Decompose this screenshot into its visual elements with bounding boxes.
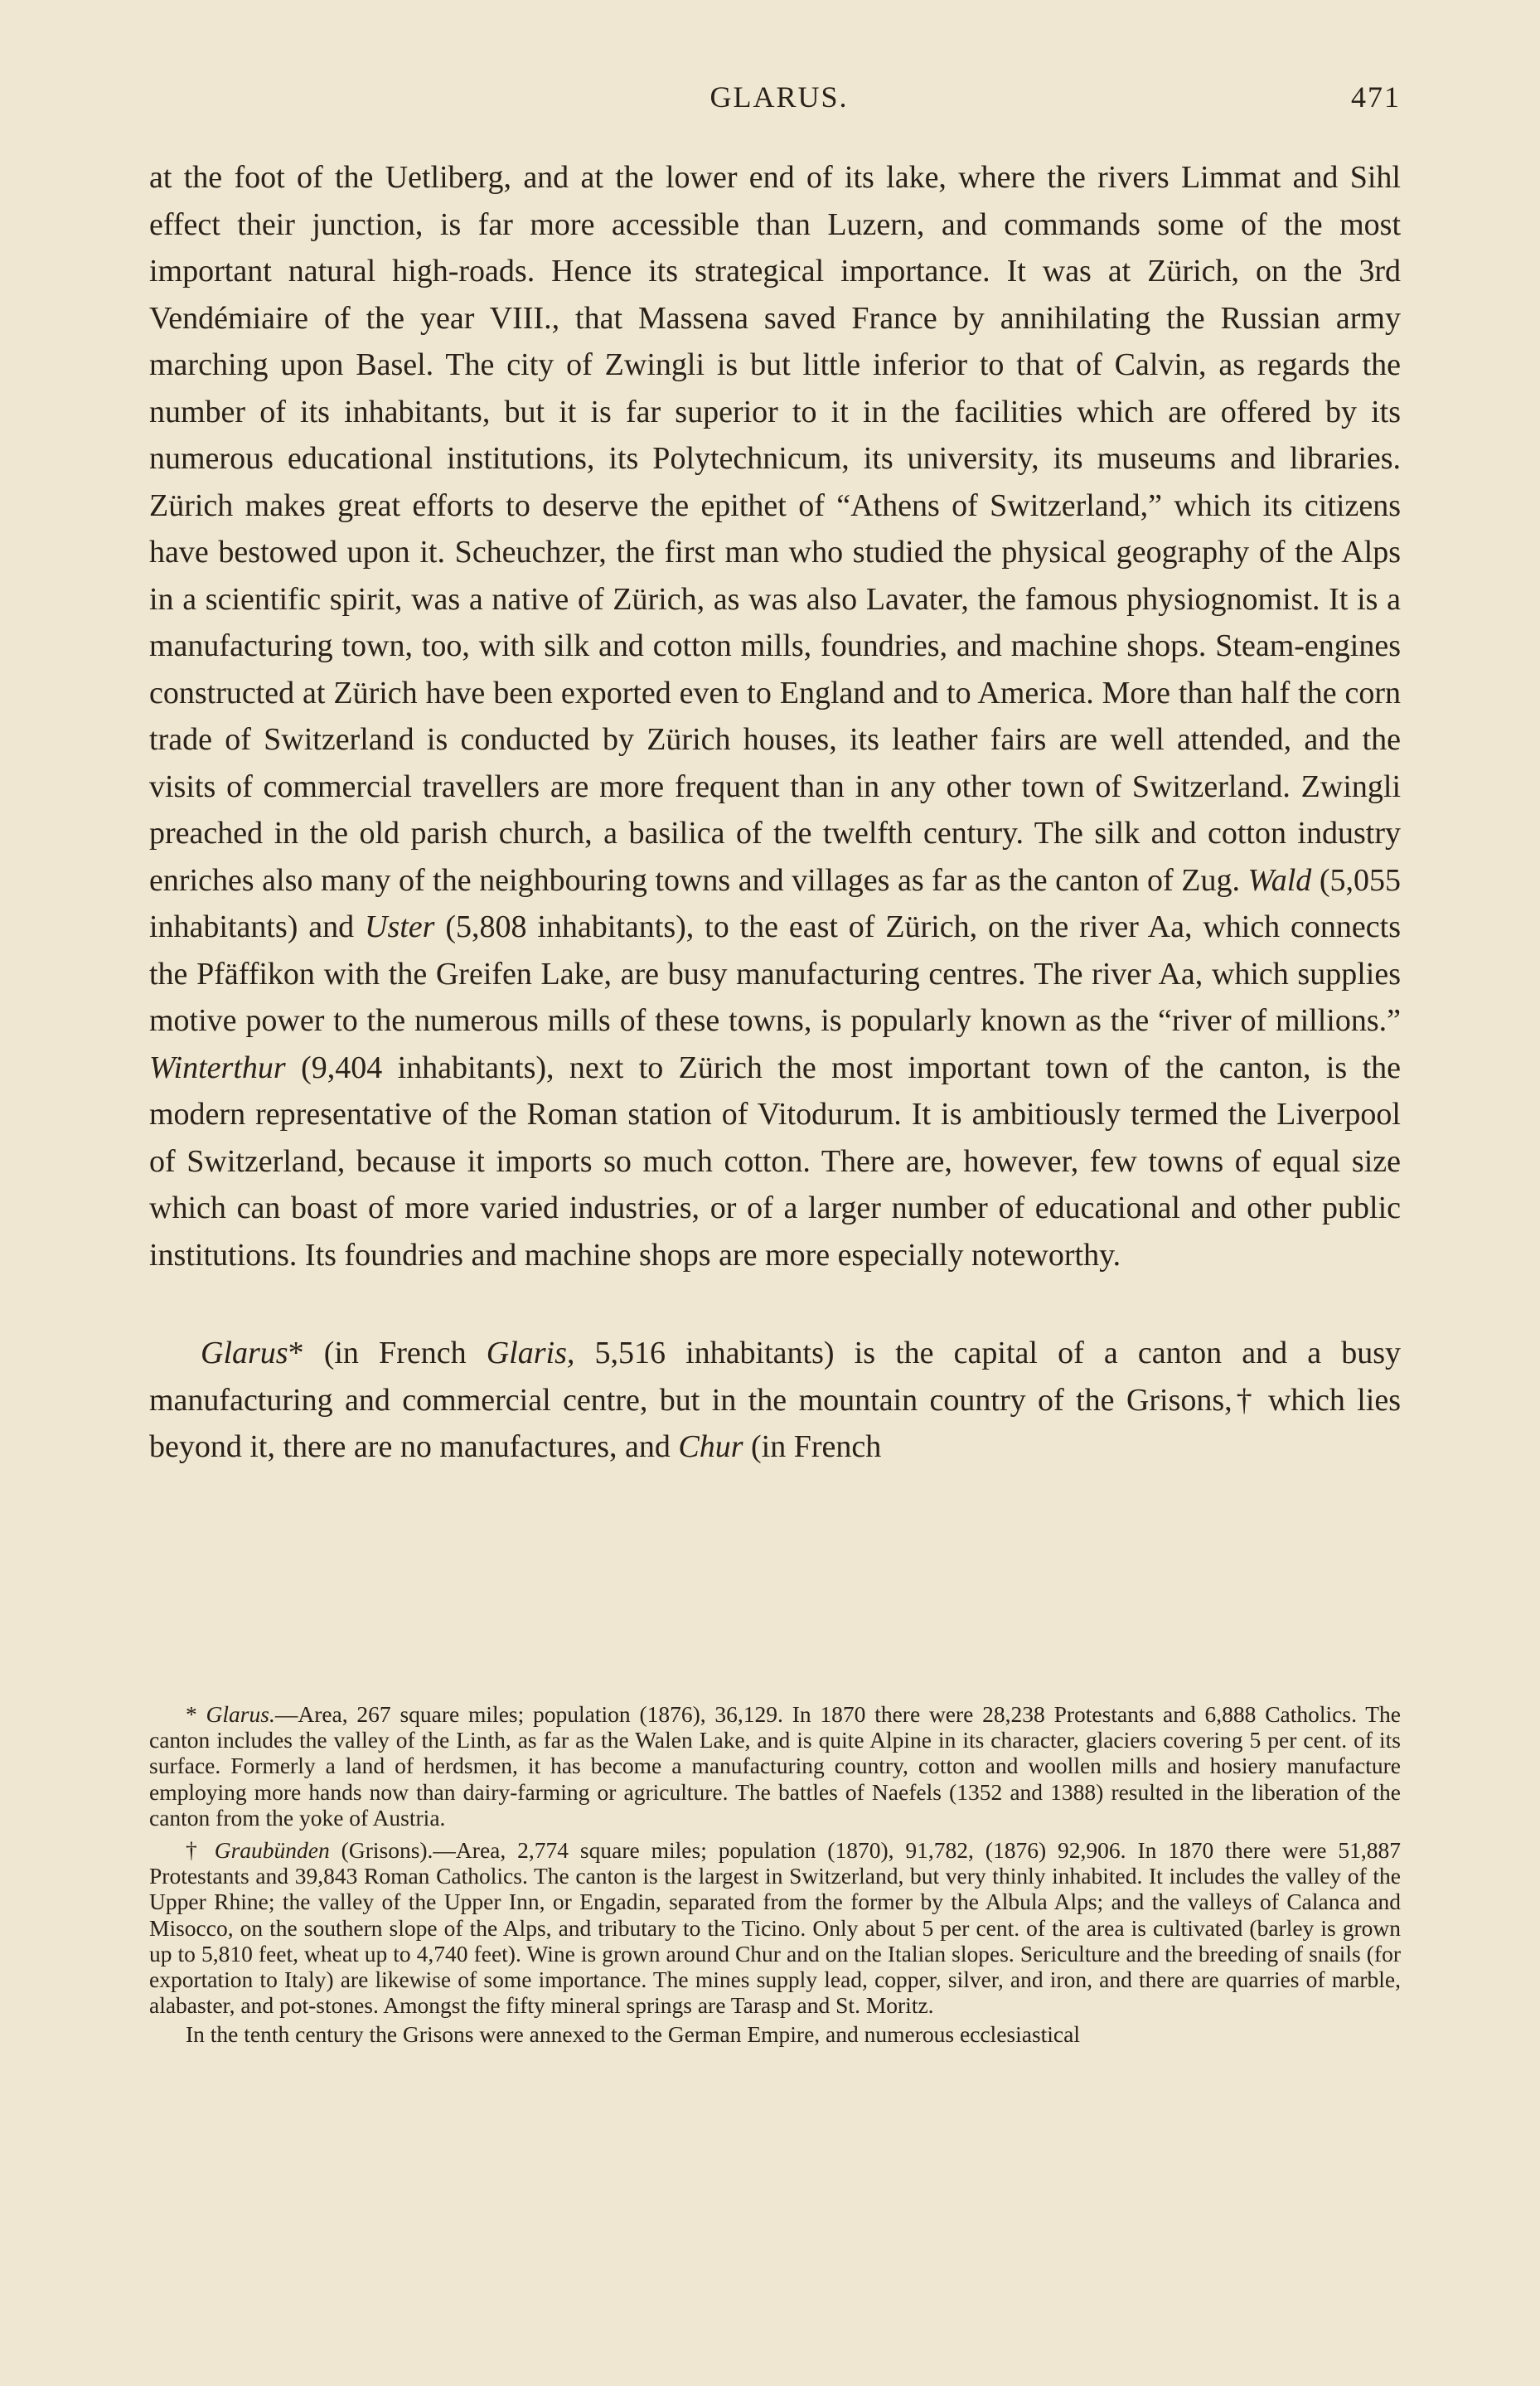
paragraph-text: (5,055 inhabitants) and [149, 862, 1402, 944]
paragraph-text: at the foot of the Uetliberg, and at the lower end of its lake, where the rivers Limmat and Sihl effect their junction, is far more accessible than Luzern, and commands some of the most important natural high-roads. Hence its strategical importance. It was at Zürich, on the 3rd Vendémiaire of the year VIII., that Massena saved France by annihilating the Russian army marching upon Basel. The city of Zwingli is but little inferior to that of Calvin, as regards the number of its inhabitants, but it is far superior to it in the facilities which are offered by its numerous educational institutions, its Polytechnicum, its university, its museums and libraries. Zürich makes great efforts to deserve the epithet of “Athens of Switzerland,” which its citizens have bestowed upon it. Scheuchzer, the first man who studied the physical geography of the Alps in a scientific spirit, was a native of Zürich, as was also Lavater, the famous physiognomist. It is a manufacturing town, too, with silk and cotton mills, foundries, and machine shops. Steam-engines constructed at Zürich have been exported even to England and to America. More than half the corn trade of Switzerland is conducted by Zürich houses, its leather fairs are well attended, and the visits of commercial travellers are more frequent than in any other town of Switzerland. Zwingli preached in the old parish church, a basilica of the twelfth century. The silk and cotton industry enriches also many of the neighbouring towns and villages as far as the canton of Zug. [149, 160, 1401, 898]
footnote-term: Glarus. [206, 1701, 275, 1727]
place-name-uster: Uster [365, 909, 435, 944]
footnote-graubunden [149, 1837, 1401, 2018]
main-text [149, 154, 1401, 1471]
footnote-text: (Grisons).—Area, 2,774 square miles; population (1870), 91,782, (1876) 92,906. In 1870 there were 51,887 Protestants and 39,843 Roman Catholics. The canton is the largest in Switzerland, but very thinly inhabited. It includes the valley of the Upper Rhine; the valley of the Upper Inn, or Engadin, separated from the former by the Albula Alps; and the valleys of Calanca and Misocco, on the southern slope of the Alps, and tributary to the Ticino. Only about 5 per cent. of the area is cultivated (barley is grown up to 5,810 feet, wheat up to 4,740 feet). Wine is grown around Chur and on the Italian slopes. Sericulture and the breeding of snails (for exportation to Italy) are likewise of some importance. The mines supply lead, copper, silver, and iron, and there are quarries of marble, alabaster, and pot-stones. Amongst the fifty mineral springs are Tarasp and St. Moritz. [149, 1837, 1402, 2019]
place-name-winterthur: Winterthur [149, 1050, 286, 1085]
paragraph-glarus [149, 1330, 1401, 1471]
paragraph-text: (5,808 inhabitants), to the east of Zürich, on the river Aa, which connects the Pfäffikon with the Greifen Lake, are busy manufacturing centres. The river Aa, which supplies motive power to the numerous mills of these towns, is popularly known as the “river of millions.” [149, 909, 1401, 1038]
page-number: 471 [1351, 80, 1401, 114]
paragraph-text: (9,404 inhabitants), next to Zürich the most important town of the canton, is the modern representative of the Roman station of Vitodurum. It is ambitiously termed the Liverpool of Switzerland, because it imports so much cotton. There are, however, few towns of equal size which can boast of more varied industries, or of a larger number of educational and other public institutions. Its foundries and machine shops are more especially noteworthy. [149, 1050, 1402, 1273]
footnote-mark: † [1232, 1382, 1257, 1418]
footnote-term: Graubünden [214, 1837, 330, 1864]
running-title: GLARUS. [709, 80, 849, 114]
place-name-chur: Chur [678, 1429, 743, 1464]
paragraph-text: (in French [323, 1336, 467, 1370]
footnote-mark: * [186, 1701, 197, 1727]
footnotes [149, 1701, 1401, 2048]
running-head [149, 80, 1409, 121]
footnote-mark: * [288, 1336, 304, 1370]
footnote-glarus [149, 1701, 1401, 1831]
paragraph-text: 5,516 inhabitants) is the capital of a canton and a busy manufacturing and commercial centre, but in the mountain country of the Grisons, [149, 1336, 1402, 1418]
paragraph-text: which lies beyond it, there are no manufactures, and [149, 1382, 1402, 1464]
footnote-mark: † [186, 1837, 203, 1864]
footnote-text: —Area, 267 square miles; population (1876), 36,129. In 1870 there were 28,238 Protestants and 6,888 Catholics. The canton includes the valley of the Linth, as far as the Walen Lake, and is quite Alpine in its character, glaciers covering 5 per cent. of its surface. Formerly a land of herdsmen, it has become a manufacturing country, cotton and woollen mills and hosiery manufacture employing more hands now than dairy-farming or agriculture. The battles of Naefels (1352 and 1388) resulted in the liberation of the canton from the yoke of Austria. [149, 1701, 1402, 1831]
footnote-continuation: In the tenth century the Grisons were annexed to the German Empire, and numerous ecclesiastical [186, 2021, 1080, 2048]
paragraph-zurich [149, 154, 1401, 1278]
place-name-glarus: Glarus [201, 1336, 288, 1370]
paragraph-text: (in French [751, 1429, 882, 1464]
place-name-glaris: Glaris, [486, 1336, 575, 1370]
book-page [149, 0, 1409, 2386]
place-name-wald: Wald [1247, 862, 1312, 898]
